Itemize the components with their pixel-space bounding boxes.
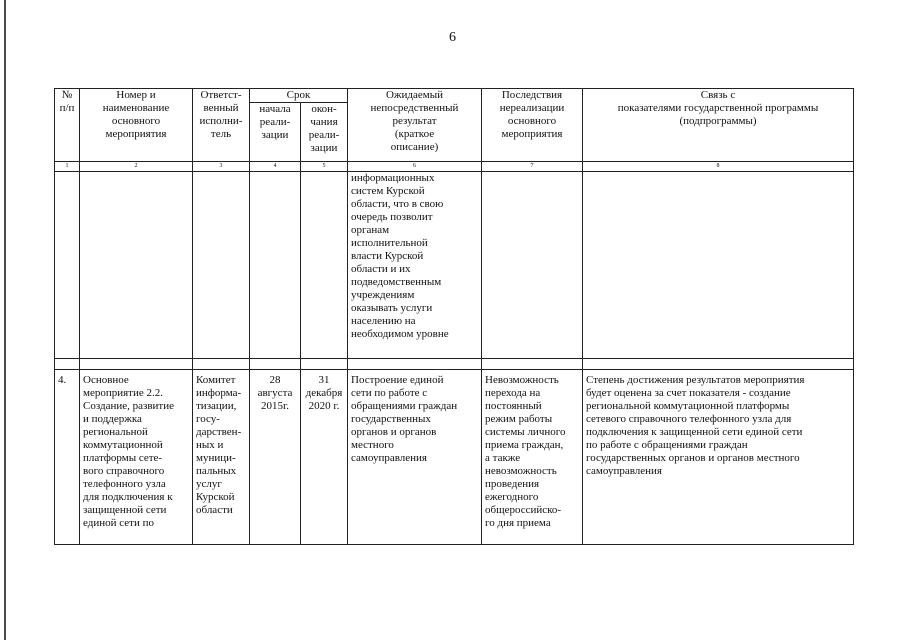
header-row: [55, 89, 854, 103]
header-term: Срок: [250, 89, 348, 103]
column-number: 5: [301, 162, 348, 172]
header-end: окон- чания реали- зации: [301, 103, 348, 162]
cont-cell: [583, 172, 854, 359]
header-start: начала реали- зации: [250, 103, 301, 162]
column-number: 6: [348, 162, 482, 172]
row4-end: 31 декабря 2020 г.: [301, 370, 348, 545]
header-link: Связь с показателями государственной программы (подпрограммы): [583, 89, 854, 162]
column-number: 2: [80, 162, 193, 172]
cont-result: информационных систем Курской области, что в свою очередь позволит органам исполнительной власти Курской области и их подведомственным учреждениям оказывать услуги населению на необходимом уровне: [348, 172, 482, 359]
row4-result: Построение единой сети по работе с обращениями граждан государственных органов и органов местного самоуправления: [348, 370, 482, 545]
cont-cell: [482, 172, 583, 359]
cont-cell: [250, 172, 301, 359]
row4-link: Степень достижения результатов мероприятия будет оценена за счет показателя - создание региональной коммутационной платформы сетевого справочного телефонного узла для подключения к защищенной сети единой сети по работе с обращениями граждан государственных органов и органов местного самоуправления: [583, 370, 854, 545]
column-number: 7: [482, 162, 583, 172]
header-num: № п/п: [55, 89, 80, 162]
continuation-row: [55, 172, 854, 359]
cont-cell: [301, 172, 348, 359]
column-number: 4: [250, 162, 301, 172]
column-number: 3: [193, 162, 250, 172]
column-number: 1: [55, 162, 80, 172]
row4-name: Основное мероприятие 2.2. Создание, развитие и поддержка региональной коммутационной платформы сете- вого справочного телефонного узла для подключения к защищенной сети единой сети по: [80, 370, 193, 545]
table-row-4: [55, 370, 854, 545]
row4-num: 4.: [55, 370, 80, 545]
row4-consequences: Невозможность перехода на постоянный режим работы системы личного приема граждан, а также невозможность проведения ежегодного общероссийско- го дня приема: [482, 370, 583, 545]
header-result: Ожидаемый непосредственный результат (краткое описание): [348, 89, 482, 162]
header-consequences: Последствия нереализации основного мероприятия: [482, 89, 583, 162]
column-number: 8: [583, 162, 854, 172]
header-responsible: Ответст- венный исполни- тель: [193, 89, 250, 162]
page-number: 6: [449, 30, 456, 45]
column-number-row: [55, 162, 854, 172]
page-edge-line: [4, 0, 6, 640]
header-name: Номер и наименование основного мероприятия: [80, 89, 193, 162]
row4-responsible: Комитет информа- тизации, госу- дарствен- ных и муници- пальных услуг Курской области: [193, 370, 250, 545]
row4-start: 28 августа 2015г.: [250, 370, 301, 545]
spacer-row: [55, 359, 854, 370]
measures-table: [54, 88, 854, 545]
cont-cell: [55, 172, 80, 359]
cont-cell: [80, 172, 193, 359]
cont-cell: [193, 172, 250, 359]
